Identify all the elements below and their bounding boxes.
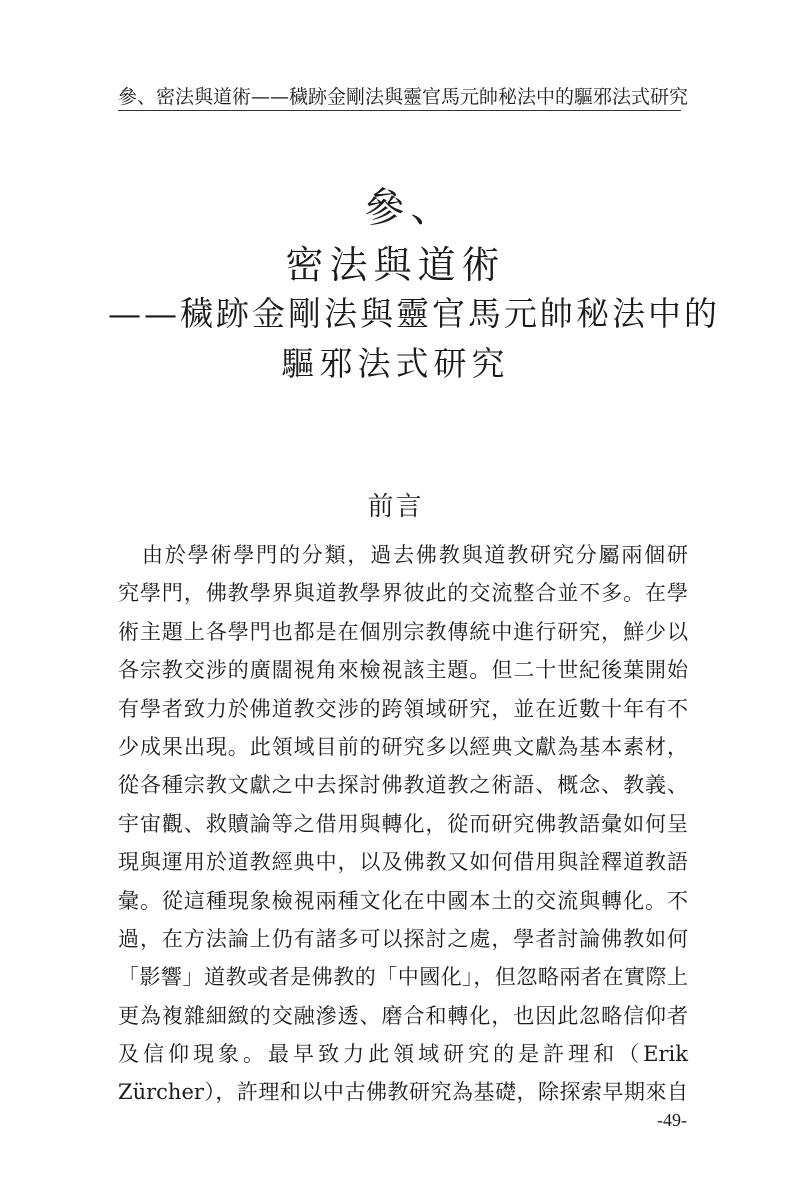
body-line: 更為複雜細緻的交融滲透、磨合和轉化，也因此忽略信仰者 — [118, 1003, 688, 1028]
chapter-title: 密法與道術 — [285, 243, 506, 287]
section-heading: 前言 — [367, 492, 424, 522]
chapter-subtitle-line1: ——穢跡金剛法與靈官馬元帥秘法中的 — [108, 294, 720, 333]
body-line: 宇宙觀、救贖論等之借用與轉化，從而研究佛教語彙如何呈 — [118, 811, 688, 836]
body-line: 「影響」道教或者是佛教的「中國化」，但忽略兩者在實際上 — [118, 965, 688, 990]
body-line: 有學者致力於佛道教交涉的跨領域研究，並在近數十年有不 — [118, 696, 688, 721]
chapter-number: 參、 — [364, 185, 457, 231]
body-line: 現與運用於道教經典中，以及佛教又如何借用與詮釋道教語 — [118, 850, 688, 875]
chapter-subtitle-line2: 驅邪法式研究 — [281, 344, 510, 383]
body-line: 過，在方法論上仍有諸多可以探討之處，學者討論佛教如何 — [118, 926, 688, 951]
body-line: 少成果出現。此領域目前的研究多以經典文獻為基本素材， — [118, 734, 688, 759]
body-line: Zürcher），許理和以中古佛教研究為基礎，除探索早期來自 — [118, 1080, 688, 1105]
body-line: 各宗教交涉的廣闊視角來檢視該主題。但二十世紀後葉開始 — [118, 658, 688, 683]
body-line: 究學門，佛教學界與道教學界彼此的交流整合並不多。在學 — [118, 581, 688, 606]
body-line: 及信仰現象。最早致力此領域研究的是許理和（Erik — [118, 1042, 688, 1067]
header-rule — [118, 110, 681, 111]
body-line: 從各種宗教文獻之中去探討佛教道教之術語、概念、教義、 — [118, 773, 688, 798]
body-text — [118, 536, 688, 1112]
body-line: 術主題上各學門也都是在個別宗教傳統中進行研究，鮮少以 — [118, 619, 688, 644]
body-line: 彙。從這種現象檢視兩種文化在中國本土的交流與轉化。不 — [118, 888, 688, 913]
page-number: -49- — [657, 1110, 687, 1130]
body-line: 由於學術學門的分類，過去佛教與道教研究分屬兩個研 — [142, 543, 688, 567]
running-header: 參、密法與道術——穢跡金剛法與靈官馬元帥秘法中的驅邪法式研究 — [118, 86, 689, 108]
